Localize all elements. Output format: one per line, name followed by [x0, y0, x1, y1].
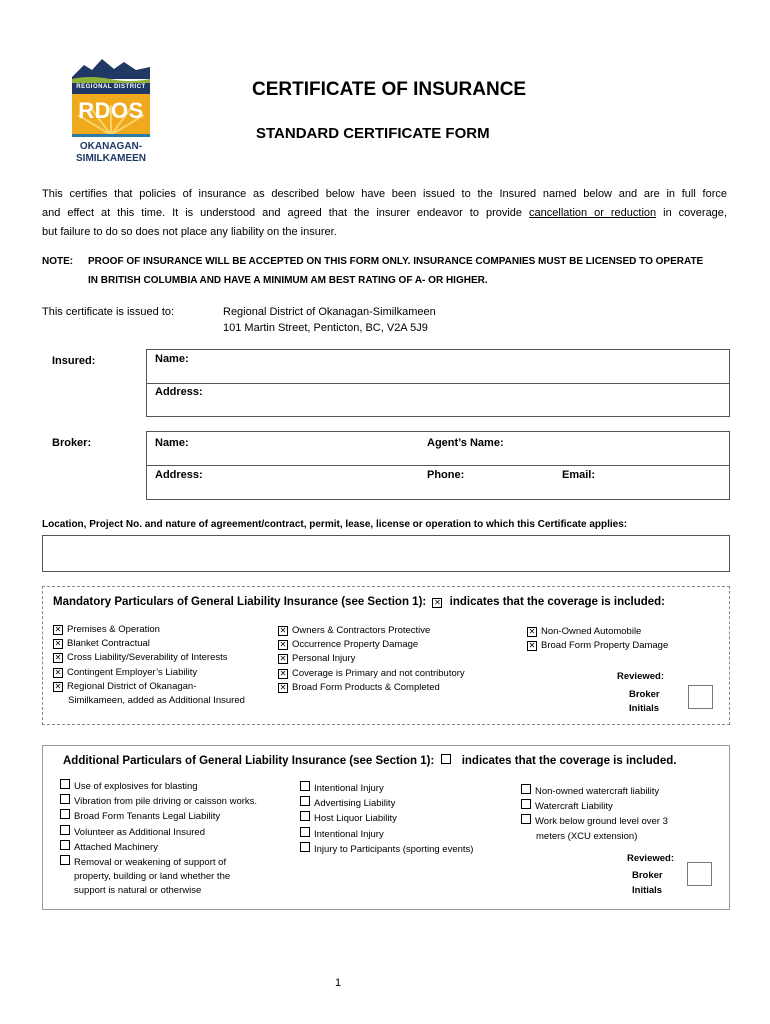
checkbox-icon[interactable] [521, 799, 531, 809]
note-label: NOTE: [42, 256, 74, 267]
checked-box-icon: ✕ [279, 654, 287, 664]
logo-band-text: REGIONAL DISTRICT [76, 84, 146, 90]
broker-box [146, 431, 730, 500]
additional-item[interactable]: Work below ground level over 3 [521, 814, 668, 829]
checked-box-icon: ✕ [54, 653, 62, 663]
checkbox-icon[interactable] [300, 842, 310, 852]
intro-line-2 [42, 207, 727, 219]
additional-col-2 [300, 781, 473, 857]
additional-item[interactable]: Injury to Participants (sporting events) [300, 842, 473, 857]
checkbox-icon[interactable] [60, 840, 70, 850]
mandatory-col-2 [278, 624, 465, 695]
intro-line-3: but failure to do so does not place any liability on the insurer. [42, 226, 337, 238]
intro-line-2-post: in coverage, [663, 207, 727, 219]
mandatory-title-post: indicates that the coverage is included: [449, 596, 666, 608]
mandatory-section [42, 586, 730, 725]
checkbox-icon[interactable] [60, 825, 70, 835]
additional-item[interactable]: Removal or weakening of support of [60, 855, 257, 870]
mandatory-legend-checkbox-icon: ✕ [434, 598, 441, 607]
issued-to-label: This certificate is issued to: [42, 306, 175, 318]
intro-line-1: This certifies that policies of insurance as described below have been issued to the Insured named below and are in full force [42, 188, 727, 200]
checkbox-icon[interactable] [521, 784, 531, 794]
additional-item[interactable]: Vibration from pile driving or caisson works. [60, 794, 257, 809]
mandatory-item[interactable]: ✕ Regional District of Okanagan- [54, 680, 197, 692]
mandatory-item[interactable]: ✕ Broad Form Products & Completed [279, 681, 440, 693]
checked-box-icon: ✕ [54, 681, 62, 691]
additional-col-1 [60, 779, 257, 899]
intro-line-2-pre: and effect at this time. It is understood and agreed that the insurer endeavor to provide [42, 207, 523, 219]
additional-item-continued: support is natural or otherwise [74, 885, 202, 897]
checkbox-icon[interactable] [300, 796, 310, 806]
rdos-logo [70, 55, 152, 167]
additional-broker-label: Broker [632, 870, 663, 881]
broker-email-field[interactable]: Email: [562, 469, 596, 481]
additional-item[interactable]: Intentional Injury [300, 827, 473, 842]
note-line-2: IN BRITISH COLUMBIA AND HAVE A MINIMUM AM BEST RATING OF A- OR HIGHER. [88, 275, 488, 286]
mandatory-reviewed-label: Reviewed: [617, 671, 664, 682]
logo-main-text: RDOS [78, 98, 144, 123]
additional-item[interactable]: Advertising Liability [300, 796, 473, 811]
broker-label: Broker: [52, 437, 92, 449]
logo-line1: OKANAGAN- [79, 141, 143, 152]
checkbox-icon[interactable] [300, 811, 310, 821]
mandatory-item[interactable]: ✕ Personal Injury [279, 653, 356, 665]
mandatory-item[interactable]: ✕ Blanket Contractual [54, 638, 150, 650]
page-number: 1 [335, 977, 342, 989]
mandatory-title [53, 596, 665, 608]
additional-item-continued: meters (XCU extension) [536, 830, 638, 842]
additional-broker-initials-box[interactable] [687, 862, 712, 886]
mandatory-title-pre: Mandatory Particulars of General Liability Insurance (see Section 1): [53, 596, 427, 608]
page-subtitle: STANDARD CERTIFICATE FORM [256, 125, 490, 142]
mandatory-broker-label: Broker [629, 689, 660, 700]
additional-initials-label: Initials [632, 885, 663, 896]
checked-box-icon: ✕ [528, 627, 536, 636]
checked-box-icon: ✕ [54, 625, 62, 634]
additional-item[interactable]: Intentional Injury [300, 781, 473, 796]
mandatory-col-3 [527, 625, 668, 653]
checkbox-icon[interactable] [300, 781, 310, 791]
note-line-1: PROOF OF INSURANCE WILL BE ACCEPTED ON THIS FORM ONLY. INSURANCE COMPANIES MUST BE LICENSED TO OPERATE [88, 256, 704, 267]
broker-agent-field[interactable]: Agent’s Name: [427, 437, 504, 449]
checkbox-icon[interactable] [60, 809, 70, 819]
insured-label: Insured: [52, 355, 96, 367]
checked-box-icon: ✕ [54, 639, 62, 649]
mandatory-item[interactable]: ✕ Non-Owned Automobile [528, 626, 642, 637]
checked-box-icon: ✕ [528, 641, 536, 651]
insured-name-field[interactable]: Name: [155, 353, 189, 365]
checked-box-icon: ✕ [279, 682, 287, 692]
mandatory-item[interactable]: ✕ Owners & Contractors Protective [279, 625, 431, 636]
checkbox-icon[interactable] [60, 855, 70, 865]
checkbox-icon[interactable] [521, 814, 531, 824]
additional-item[interactable]: Volunteer as Additional Insured [60, 825, 257, 840]
checked-box-icon: ✕ [279, 640, 287, 650]
mandatory-initials-label: Initials [629, 703, 660, 714]
additional-item[interactable]: Host Liquor Liability [300, 811, 473, 826]
cancellation-link[interactable]: cancellation or reduction [529, 207, 657, 219]
rdos-logo-graphic [70, 55, 152, 137]
mandatory-item[interactable]: ✕ Premises & Operation [54, 624, 160, 635]
additional-legend-checkbox-icon [441, 754, 451, 764]
mandatory-item[interactable]: ✕ Cross Liability/Severability of Interests [54, 652, 228, 664]
additional-item[interactable]: Broad Form Tenants Legal Liability [60, 809, 257, 824]
additional-item[interactable]: Use of explosives for blasting [60, 779, 257, 794]
mandatory-item-continued: Similkameen, added as Additional Insured [68, 695, 245, 707]
additional-item[interactable]: Watercraft Liability [521, 799, 668, 814]
logo-line2: SIMILKAMEEN [76, 153, 146, 164]
issued-to-line-1: Regional District of Okanagan-Similkameen [223, 306, 436, 318]
checkbox-icon[interactable] [60, 794, 70, 804]
mandatory-broker-initials-box[interactable] [688, 685, 713, 709]
additional-title [63, 754, 676, 767]
mandatory-item[interactable]: ✕ Coverage is Primary and not contributory [279, 667, 465, 679]
mandatory-col-1 [53, 623, 245, 708]
location-label: Location, Project No. and nature of agreement/contract, permit, lease, license or operation to which this Certificate applies: [42, 519, 628, 530]
insured-box [146, 349, 730, 417]
checked-box-icon: ✕ [279, 668, 287, 678]
additional-col-3 [521, 784, 668, 844]
checkbox-icon[interactable] [60, 779, 70, 789]
insured-address-field[interactable]: Address: [155, 386, 203, 398]
issued-to-line-2: 101 Martin Street, Penticton, BC, V2A 5J9 [223, 322, 428, 334]
checked-box-icon: ✕ [54, 667, 62, 677]
additional-section [42, 745, 730, 910]
location-input[interactable] [42, 535, 730, 572]
broker-phone-field[interactable]: Phone: [427, 469, 465, 481]
broker-address-field[interactable]: Address: [155, 469, 203, 481]
page-title: CERTIFICATE OF INSURANCE [252, 79, 527, 100]
mandatory-item[interactable]: ✕ Contingent Employer’s Liability [54, 666, 198, 678]
mandatory-item[interactable]: ✕ Broad Form Property Damage [528, 640, 669, 652]
additional-item-continued: property, building or land whether the [74, 871, 231, 883]
additional-item[interactable]: Attached Machinery [60, 840, 257, 855]
additional-item[interactable]: Non-owned watercraft liability [521, 784, 668, 799]
broker-name-field[interactable]: Name: [155, 437, 189, 449]
checkbox-icon[interactable] [300, 827, 310, 837]
additional-title-post: indicates that the coverage is included. [461, 755, 677, 767]
checked-box-icon: ✕ [279, 626, 287, 635]
additional-title-pre: Additional Particulars of General Liability Insurance (see Section 1): [63, 755, 435, 767]
mandatory-item[interactable]: ✕ Occurrence Property Damage [279, 639, 419, 651]
additional-reviewed-label: Reviewed: [627, 853, 674, 864]
